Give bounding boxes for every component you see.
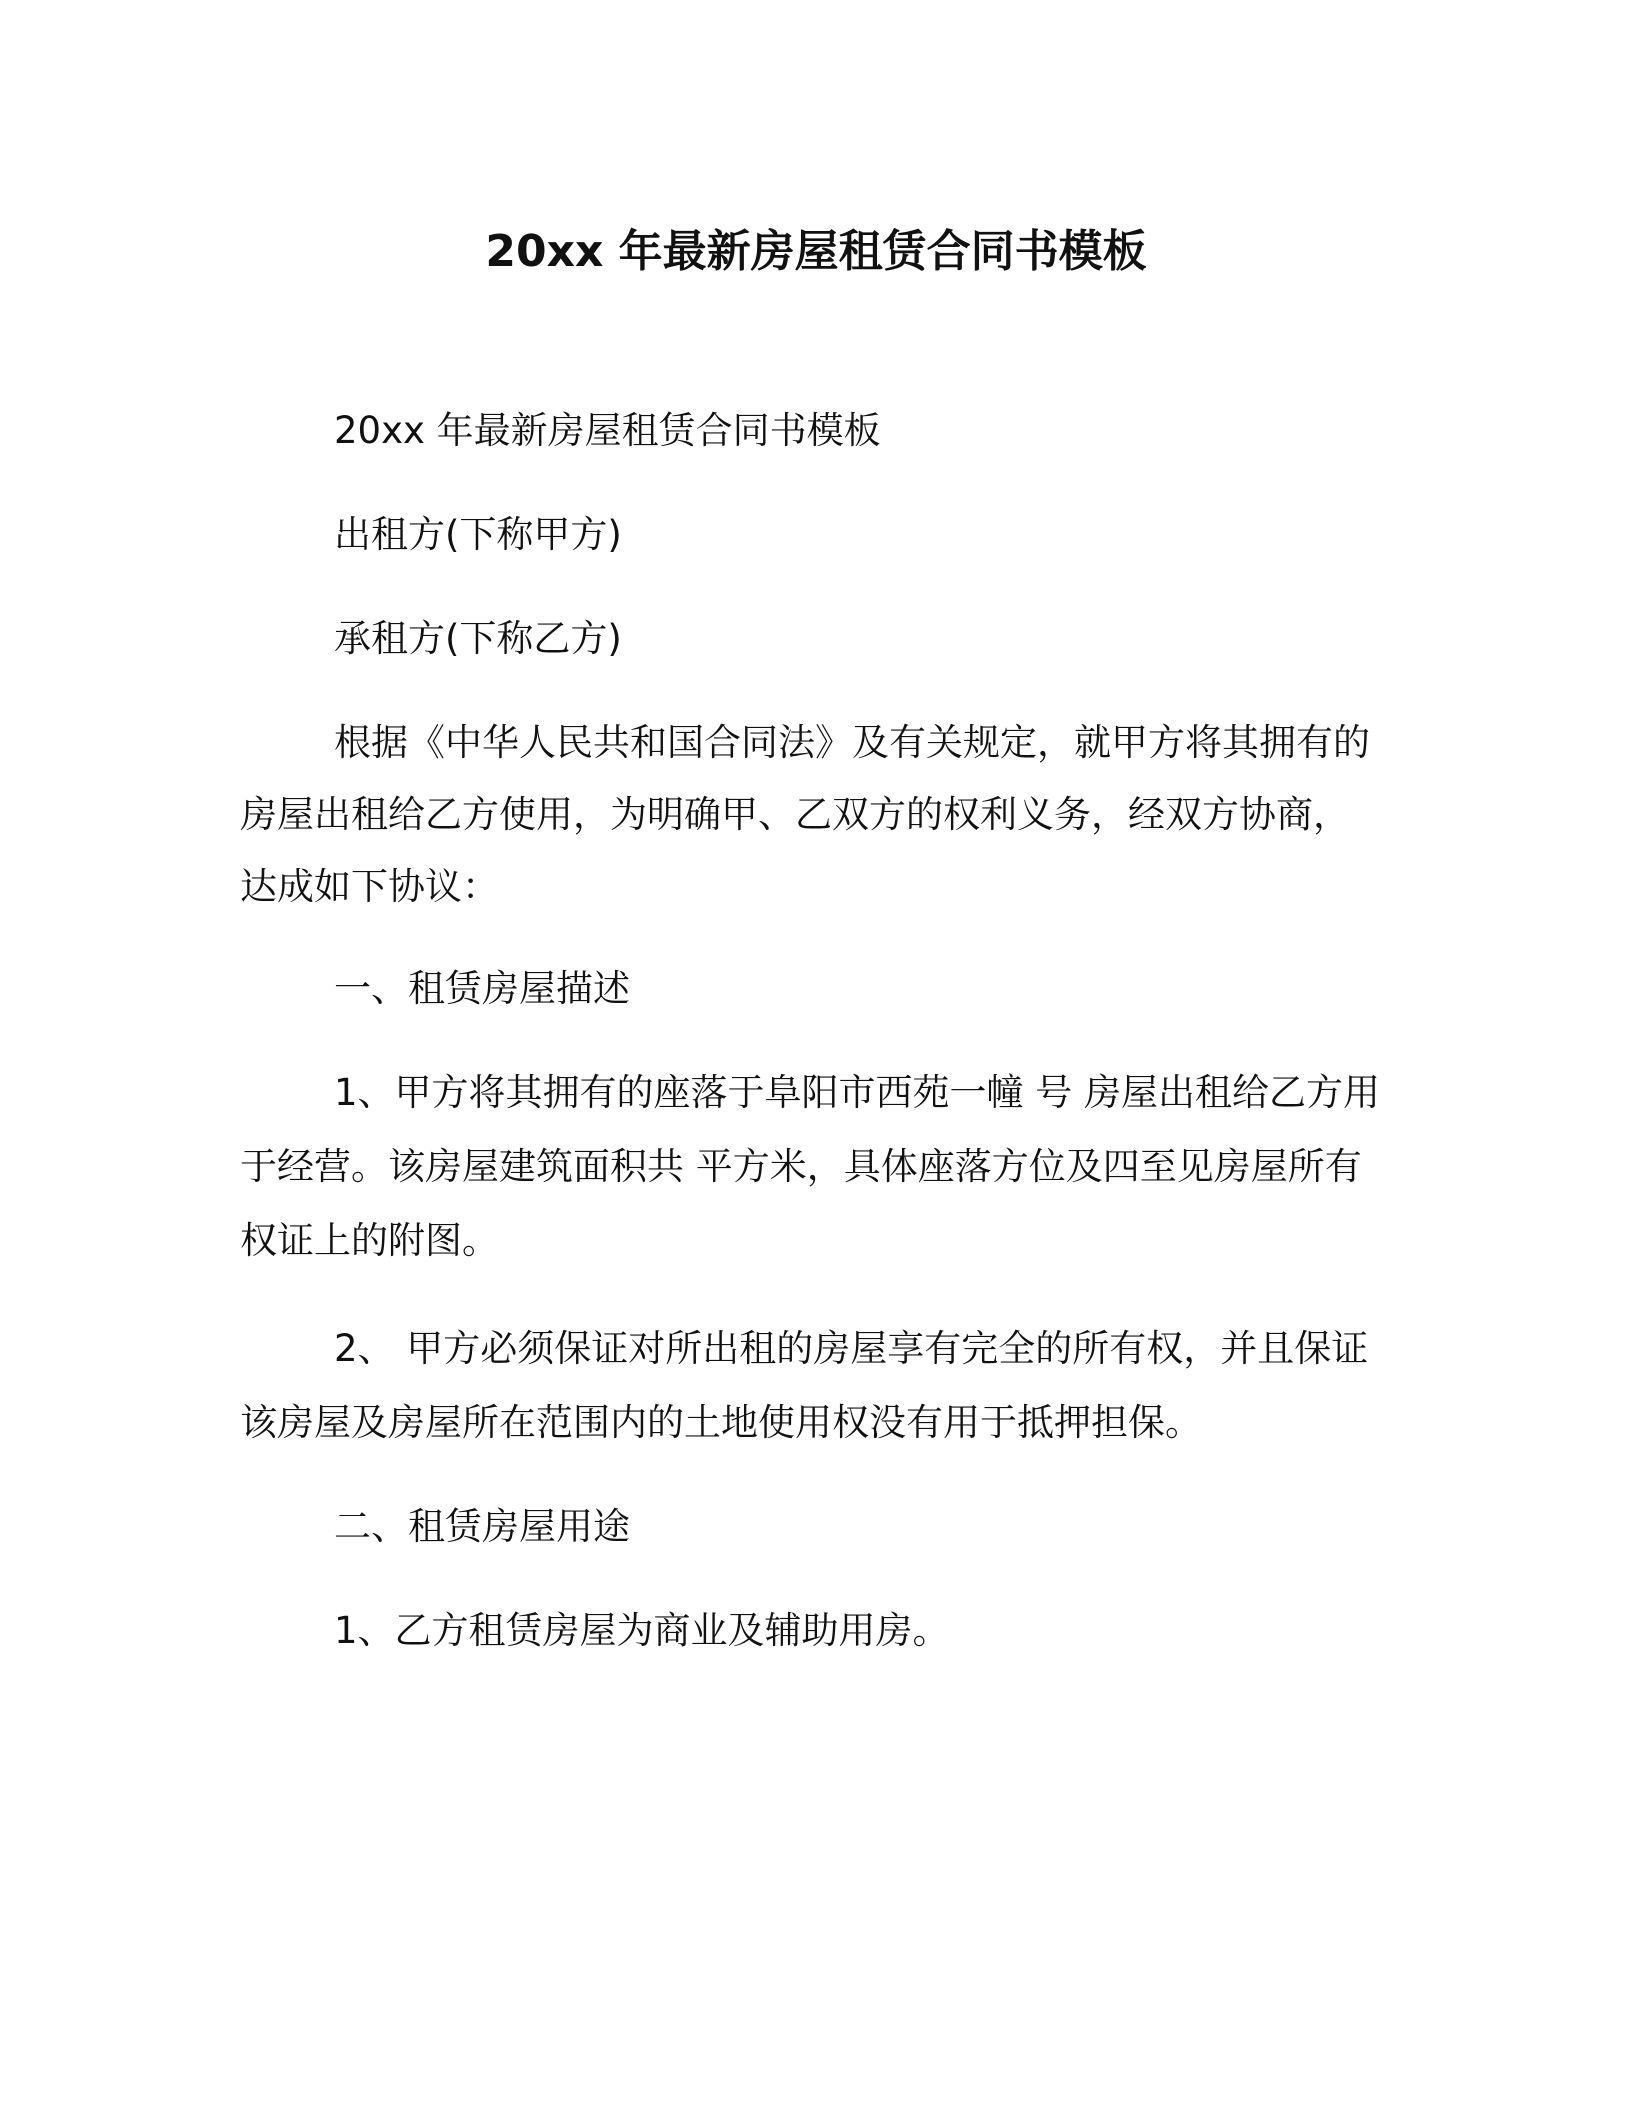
preamble-line-1: 根据《中华人民共和国合同法》及有关规定，就甲方将其拥有的 (334, 721, 1370, 764)
preamble-line-2: 房屋出租给乙方使用，为明确甲、乙双方的权利义务，经双方协商， (240, 793, 1350, 836)
clause-2-1-line-1: 1、乙方租赁房屋为商业及辅助用房。 (334, 1609, 950, 1652)
section-heading-1: 一、租赁房屋描述 (334, 967, 630, 1010)
document-title: 20xx 年最新房屋租赁合同书模板 (485, 226, 1147, 277)
clause-1-1-line-2: 于经营。该房屋建筑面积共 平方米，具体座落方位及四至见房屋所有 (240, 1145, 1362, 1188)
subtitle-line: 20xx 年最新房屋租赁合同书模板 (334, 409, 881, 452)
clause-1-1-line-1: 1、甲方将其拥有的座落于阜阳市西苑一幢 号 房屋出租给乙方用 (334, 1071, 1381, 1114)
section-heading-2: 二、租赁房屋用途 (334, 1505, 630, 1548)
clause-1-2-line-2: 该房屋及房屋所在范围内的土地使用权没有用于抵押担保。 (240, 1401, 1202, 1444)
lessor-line: 出租方(下称甲方) (334, 513, 622, 556)
lessee-line: 承租方(下称乙方) (334, 617, 622, 660)
preamble-line-3: 达成如下协议： (240, 865, 499, 908)
clause-1-1-line-3: 权证上的附图。 (240, 1219, 499, 1262)
clause-1-2-line-1: 2、 甲方必须保证对所出租的房屋享有完全的所有权，并且保证 (334, 1327, 1369, 1370)
